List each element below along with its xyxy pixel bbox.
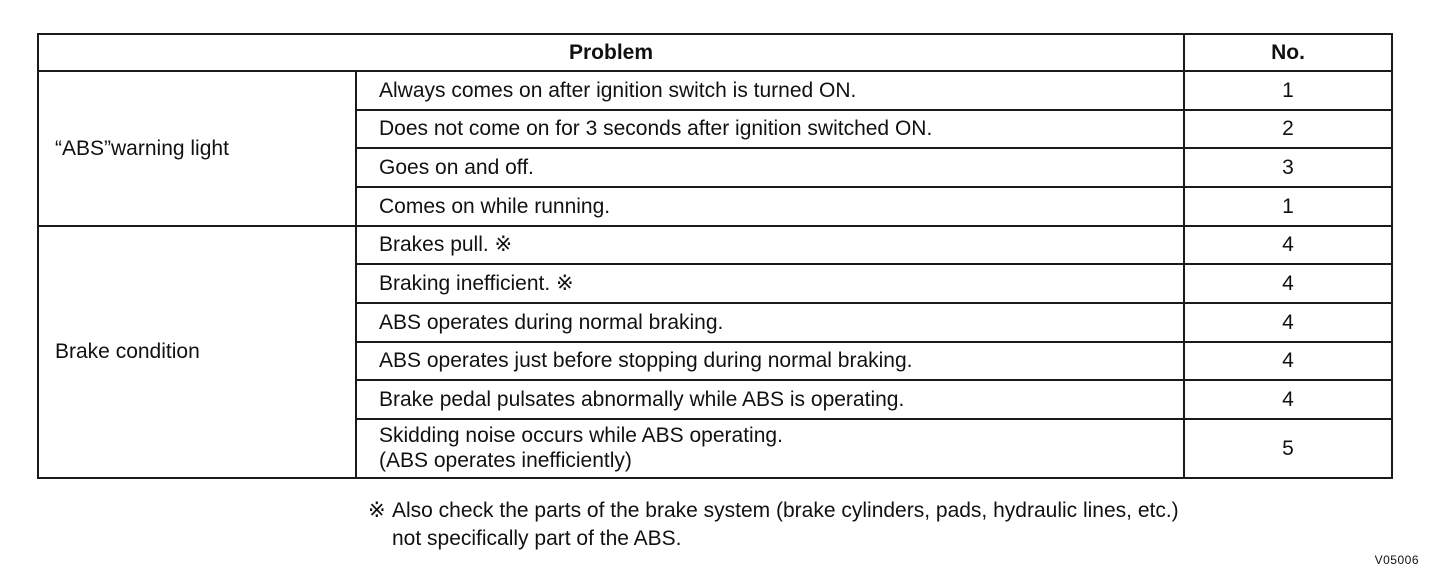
- problem-cell: Brake pedal pulsates abnormally while ABS is operating.: [356, 380, 1184, 419]
- table-header-row: [38, 34, 1392, 71]
- reference-mark-icon: ※: [368, 499, 386, 522]
- number-cell: 1: [1184, 71, 1392, 110]
- problem-cell: ABS operates during normal braking.: [356, 303, 1184, 342]
- number-cell: 2: [1184, 110, 1392, 149]
- footnote: [368, 497, 1179, 553]
- problem-cell: Braking inefficient. ※: [356, 264, 1184, 303]
- table-row: [38, 226, 1392, 265]
- abs-diagnosis-table: [37, 33, 1393, 479]
- no-header: No.: [1184, 34, 1392, 71]
- problem-cell: Goes on and off.: [356, 148, 1184, 187]
- problem-line-1: Skidding noise occurs while ABS operating.: [379, 424, 783, 448]
- figure-code: V05006: [1374, 553, 1419, 567]
- number-cell: 4: [1184, 264, 1392, 303]
- footnote-line-2: not specifically part of the ABS.: [392, 527, 682, 550]
- problem-cell: Brakes pull. ※: [356, 226, 1184, 265]
- problem-cell: Always comes on after ignition switch is turned ON.: [356, 71, 1184, 110]
- number-cell: 4: [1184, 342, 1392, 381]
- number-cell: 4: [1184, 303, 1392, 342]
- number-cell: 4: [1184, 380, 1392, 419]
- category-abs-warning-light: “ABS”warning light: [38, 71, 356, 226]
- problem-header: Problem: [38, 34, 1184, 71]
- number-cell: 3: [1184, 148, 1392, 187]
- number-cell: 4: [1184, 226, 1392, 265]
- problem-cell: Does not come on for 3 seconds after ignition switched ON.: [356, 110, 1184, 149]
- category-brake-condition: Brake condition: [38, 226, 356, 478]
- problem-line-2: (ABS operates inefficiently): [379, 449, 632, 473]
- footnote-line-1: Also check the parts of the brake system (brake cylinders, pads, hydraulic lines, etc.): [392, 499, 1179, 522]
- table-row: [38, 71, 1392, 110]
- number-cell: 1: [1184, 187, 1392, 226]
- problem-cell: [356, 419, 1184, 478]
- problem-cell: Comes on while running.: [356, 187, 1184, 226]
- problem-cell: ABS operates just before stopping during normal braking.: [356, 342, 1184, 381]
- number-cell: 5: [1184, 419, 1392, 478]
